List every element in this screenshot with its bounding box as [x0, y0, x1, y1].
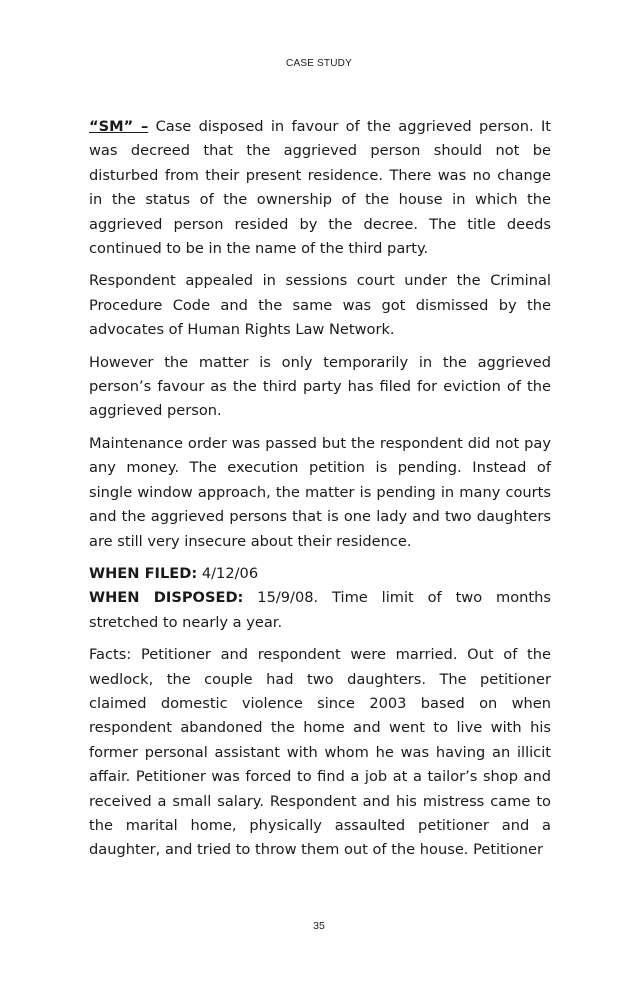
paragraph-maintenance: Maintenance order was passed but the respondent did not pay any money. The execution petition is pending. Instead of single window approach, the matter is pending in many courts and the aggrieved persons that is one lady and two daughters are still very insecure about their residence.	[89, 434, 551, 550]
page-number: 35	[313, 920, 325, 932]
case-lead-label: “SM” –	[89, 118, 149, 135]
paragraph-eviction: However the matter is only temporarily in the aggrieved person’s favour as the third party has filed for eviction of the aggrieved person.	[89, 353, 551, 420]
paragraph-decision-text: Case disposed in favour of the aggrieved person. It was decreed that the aggrieved person should not be disturbed from their present residence. There was no change in the status of the ownership of the house in which the aggrieved person resided by the decree. The title deeds continued to be in the name of the third party.	[89, 118, 551, 258]
page-body	[89, 115, 551, 871]
when-filed-value: 4/12/06	[197, 564, 259, 582]
when-disposed-line	[89, 586, 551, 635]
when-filed-line	[89, 562, 551, 586]
paragraph-facts: Facts: Petitioner and respondent were married. Out of the wedlock, the couple had two daughters. The petitioner claimed domestic violence since 2003 based on when respondent abandoned the home and went to live with his former personal assistant with whom he was having an illicit affair. Petitioner was forced to find a job at a tailor’s shop and received a small salary. Respondent and his mistress came to the marital home, physically assaulted petitioner and a daughter, and tried to throw them out of the house. Petitioner	[89, 646, 551, 859]
when-filed-label: WHEN FILED:	[89, 564, 198, 582]
paragraph-appeal: Respondent appealed in sessions court under the Criminal Procedure Code and the same was got dismissed by the advocates of Human Rights Law Network.	[89, 272, 551, 339]
paragraph-decision	[89, 115, 551, 261]
running-header: CASE STUDY	[286, 58, 352, 69]
when-disposed-value: 15/9/08. Time limit of two months stretched to nearly a year.	[89, 589, 551, 631]
when-disposed-label: WHEN DISPOSED:	[89, 589, 244, 607]
